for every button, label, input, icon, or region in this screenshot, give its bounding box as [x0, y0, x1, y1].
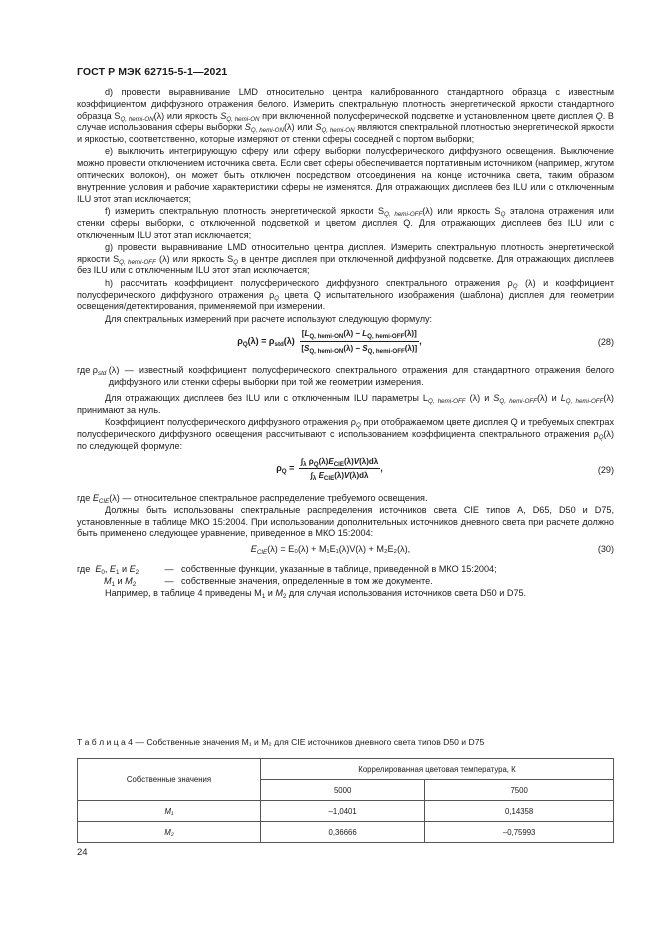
page-number: 24	[77, 847, 88, 858]
eigenvalues-table	[77, 758, 614, 843]
paragraph-h: h) рассчитать коэффициент полусферического диффузного спектрального отражения $\rho_Q$ (λ) и коэффициент полусферического диффузного отражения $\rho_Q$ цвета Q испытательного изображения (шаблона) дисплея для геометрии освещения/детектирования, применяемой при измерении.	[77, 277, 614, 312]
formula-29: $\rho_Q$ = $\frac{\int_\lambda \rho_Q(\lambda)E_{CIE}(\lambda)V(\lambda)d\lambda}{\int_\lambda E_{CIE}(\lambda)V(\lambda)d\lambda}$ , (29)	[276, 456, 614, 483]
paragraph-no-ilu: Для отражающих дисплеев без ILU или с отключенным ILU параметры $L_{Q, hemi-OFF}$ (λ) и $S_{Q, hemi-OFF}(\lambda)$ и $L_{Q, hemi-OFF}(\lambda)$ принимают за нуль.	[77, 393, 614, 415]
cell-m1-7500: 0,14358	[425, 801, 614, 822]
paragraph-f: f) измерить спектральную плотность энергетической яркости $S_{Q, hemi-OFF}(\lambda)$ или яркость $S_Q$ эталона отражения или стенки сферы выборки, с отключенной подсветкой и цветом дисплея Q. Для отражающих дисплеев без ILU или с отключенным ILU этот этап исключается;	[77, 205, 614, 240]
paragraph-coefficient: Коэффициент полусферического диффузного отражения $\rho_Q$ при отображаемом цвете дисплея Q и требуемых спектрах полусферического диффузного освещения рассчитывают с использованием коэффициента спектрального отражения $\rho_Q(\lambda)$ по следующей формуле:	[77, 417, 614, 451]
definitions-list: где $E_0$, $E_1$ и $E_2$ — собственные функции, указанные в таблице, приведенной в МКО 15:2004; $M_1$ и $M_2$ — собственные значения, определенные в том же документе.	[77, 564, 497, 588]
formula-28: $\rho_Q(\lambda) = \rho_{std}(\lambda)$ $\frac{[L_{Q, hemi-ON}(\lambda) - L_{Q, hemi-OFF}(\lambda)]}{[S_{Q, hemi-ON}(\lambda) - S_{Q, hemi-OFF}(\lambda)]}$ , (28)	[237, 329, 614, 356]
formula-28-number: (28)	[597, 337, 614, 348]
table-header-cct: Коррелированная цветовая температура, К	[261, 759, 614, 780]
row-label-m2: M₂	[78, 822, 261, 843]
paragraph-daylight: Должны быть использованы спектральные распределения источников света CIE типов A, D65, D50 и D75, установленные в таблице МКО 15:2004. При использовании дополнительных источников дневного света при расчете должно быть применено следующее уравнение, приведенное в МКО 15:2004:	[77, 504, 614, 539]
table-header-eigenvalues: Собственные значения	[78, 759, 261, 801]
table-header-5000: 5000	[261, 780, 425, 801]
paragraph-e: e) выключить интегрирующую сферу или сферу выборки полусферического диффузного освещения. Выключение можно провести отключением источника света. Если свет сферы обеспечивается портативным источником (например, жгутом оптических волокон), он может быть отключен посредством отсоединения на конце источника света, таким образом внутренние условия и рабочие характеристики сферы не изменятся. Для отражающих дисплеев без ILU или с отключенным ILU этот этап исключается;	[77, 146, 614, 204]
cell-m2-5000: 0,36666	[261, 822, 425, 843]
where-e-cie: где $E_{CIE}(\lambda)$ — относительное спектральное распределение требуемого освещения.	[77, 492, 428, 505]
row-label-m1: M₁	[78, 801, 261, 822]
document-header: ГОСТ Р МЭК 62715-5-1—2021	[77, 66, 228, 78]
document-body	[77, 87, 614, 600]
table-caption: Т а б л и ц а 4 — Собственные значения M₁ и M₂ для CIE источников дневного света типов D50 и D75	[77, 737, 485, 747]
formula-30: $E_{CIE}(\lambda) = E_0(\lambda) + M_1E_1(\lambda)V(\lambda) + M_2E_2(\lambda)$, (30)	[250, 544, 614, 557]
paragraph-g: g) провести выравнивание LMD относительно центра дисплея. Измерить спектральную плотность энергетической яркости $S_{Q, hemi-OFF}$ (λ) или яркость $S_Q$ в центре дисплея при отключенной диффузной подсветке. Для отражающих дисплеев без ILU или с отключенным ILU этот этап исключается;	[77, 241, 614, 276]
formula-29-number: (29)	[597, 464, 614, 475]
cell-m1-5000: –1,0401	[261, 801, 425, 822]
cell-m2-7500: –0,75993	[425, 822, 614, 843]
paragraph-d: d) провести выравнивание LMD относительно центра калиброванного стандартного образца с известным коэффициентом диффузного отражения белого. Измерить спектральную плотность энергетической яркости стандартного образца $S_{Q, hemi-ON}(\lambda)$ или яркость $S_{Q, hemi-ON}$ при включенной полусферической подсветке и установленном цвете дисплея Q. В случае использования сферы выборки $S_{Q, hemi-ON}(\lambda)$ или $S_{Q, hemi-ON}$ являются спектральной плотностью энергетической яркости и яркостью, соответственно, которые измеряют от стенки сферы соседней с портом выборки;	[77, 87, 614, 145]
formula-30-number: (30)	[597, 544, 614, 555]
paragraph-example: Например, в таблице 4 приведены $M_1$ и $M_2$ для случая использования источников света D50 и D75.	[105, 587, 527, 600]
where-rho-std: где $\rho_{std}$ (λ) — известный коэффициент полусферического спектрального отражения для стандартного отражения белого диффузного или стенки сферы выборки при той же геометрии измерения.	[77, 365, 614, 388]
formula-28-intro: Для спектральных измерений при расчете используют следующую формулу:	[105, 313, 433, 324]
table-header-7500: 7500	[425, 780, 614, 801]
table-row	[78, 801, 614, 822]
table-row	[78, 822, 614, 843]
